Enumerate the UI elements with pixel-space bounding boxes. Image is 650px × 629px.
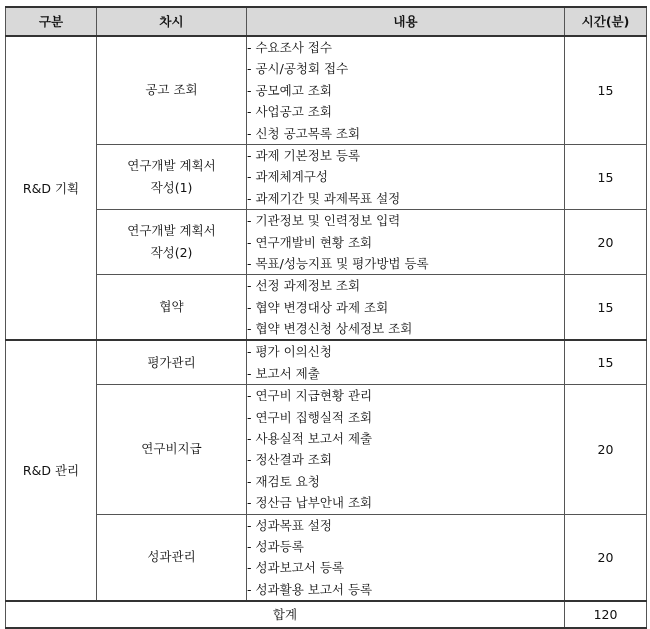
- table-body: [6, 36, 647, 601]
- content-item: - 성과목표 설정: [247, 517, 332, 533]
- table-row: [6, 210, 647, 275]
- time-cell: 20: [565, 210, 647, 275]
- session-cell: [97, 210, 247, 275]
- content-cell: [247, 210, 565, 275]
- content-item: - 공모예고 조회: [247, 82, 332, 98]
- header-row: [6, 7, 647, 36]
- content-item: - 평가 이의신청: [247, 344, 332, 360]
- content-item: - 보고서 제출: [247, 365, 320, 381]
- content-item: - 정산금 납부안내 조회: [247, 495, 373, 511]
- content-item: - 목표/성능지표 및 평가방법 등록: [247, 255, 429, 271]
- session-line: 연구개발 계획서: [127, 223, 216, 239]
- table-row: [6, 340, 647, 384]
- content-cell: [247, 36, 565, 144]
- table-row: [6, 514, 647, 601]
- time-cell: 15: [565, 275, 647, 341]
- content-item: - 수요조사 접수: [247, 40, 332, 55]
- content-cell: [247, 514, 565, 601]
- content-item: - 성과등록: [247, 538, 304, 554]
- header-time: 시간(분): [565, 7, 647, 36]
- session-line: 작성(2): [150, 245, 193, 261]
- content-cell: [247, 385, 565, 514]
- content-item: - 연구비 집행실적 조회: [247, 409, 373, 425]
- content-item: - 정산결과 조회: [247, 452, 332, 468]
- table-row: [6, 385, 647, 514]
- content-cell: [247, 275, 565, 341]
- time-cell: 20: [565, 514, 647, 601]
- session-line: 성과관리: [147, 549, 196, 565]
- content-item: - 신청 공고목록 조회: [247, 125, 361, 141]
- session-cell: [97, 514, 247, 601]
- content-item: - 성과보고서 등록: [247, 560, 344, 576]
- session-cell: [97, 340, 247, 384]
- table-row: [6, 36, 647, 144]
- content-item: - 협약 변경대상 과제 조회: [247, 299, 389, 315]
- category-cell: R&D 기획: [6, 36, 97, 340]
- session-cell: [97, 36, 247, 144]
- total-label: 합계: [6, 601, 565, 628]
- time-cell: 15: [565, 144, 647, 209]
- session-cell: [97, 144, 247, 209]
- session-line: 작성(1): [150, 180, 193, 196]
- time-cell: 15: [565, 36, 647, 144]
- content-item: - 사업공고 조회: [247, 104, 332, 120]
- content-item: - 과제 기본정보 등록: [247, 147, 361, 163]
- content-item: - 기관정보 및 인력정보 입력: [247, 213, 401, 229]
- content-item: - 과제기간 및 과제목표 설정: [247, 190, 401, 206]
- content-item: - 과제체계구성: [247, 169, 328, 185]
- header-category: 구분: [6, 7, 97, 36]
- session-cell: [97, 385, 247, 514]
- content-cell: [247, 144, 565, 209]
- content-item: - 공시/공청회 접수: [247, 61, 349, 77]
- time-cell: 20: [565, 385, 647, 514]
- content-item: - 성과활용 보고서 등록: [247, 581, 373, 597]
- session-line: 연구비지급: [141, 441, 202, 457]
- category-cell: R&D 관리: [6, 340, 97, 601]
- time-cell: 15: [565, 340, 647, 384]
- content-item: - 사용실적 보고서 제출: [247, 431, 373, 447]
- header-content: 내용: [247, 7, 565, 36]
- content-item: - 선정 과제정보 조회: [247, 278, 361, 294]
- curriculum-table: [5, 6, 647, 629]
- content-item: - 재검토 요청: [247, 473, 320, 489]
- content-cell: [247, 340, 565, 384]
- session-cell: [97, 275, 247, 341]
- table-row: [6, 144, 647, 209]
- session-line: 협약: [159, 299, 184, 315]
- table-row: [6, 275, 647, 341]
- session-line: 공고 조회: [145, 82, 198, 98]
- content-item: - 협약 변경신청 상세정보 조회: [247, 321, 413, 337]
- session-line: 평가관리: [147, 354, 196, 370]
- total-time: 120: [565, 601, 647, 628]
- header-session: 차시: [97, 7, 247, 36]
- session-line: 연구개발 계획서: [127, 158, 216, 174]
- content-item: - 연구비 지급현황 관리: [247, 388, 373, 404]
- total-row: [6, 601, 647, 628]
- content-item: - 연구개발비 현황 조회: [247, 234, 373, 250]
